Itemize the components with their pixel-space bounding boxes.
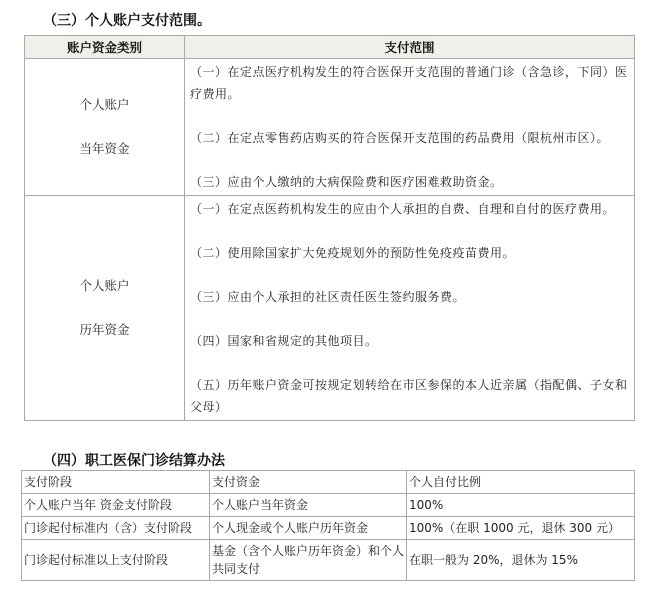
category-line1: 个人账户 — [79, 97, 130, 112]
scope-item: （二）使用除国家扩大免疫规划外的预防性免疫疫苗费用。 — [190, 246, 516, 260]
ratio-cell: 100%（在职 1000 元，退休 300 元） — [407, 517, 635, 540]
category-line1: 个人账户 — [79, 278, 130, 293]
fund-cell: 基金（含个人账户历年资金）和个人共同支付 — [210, 540, 407, 581]
fund-cell: 个人现金或个人账户历年资金 — [210, 517, 407, 540]
table-row — [25, 196, 635, 421]
header-payment-fund: 支付资金 — [210, 471, 407, 494]
header-account-fund-type: 账户资金类别 — [25, 36, 185, 59]
scope-item: （一）在定点医疗机构发生的符合医保开支范围的普通门诊（含急诊，下同）医疗费用。 — [190, 65, 628, 101]
table-row — [25, 59, 635, 196]
table-header-row — [22, 471, 635, 494]
table-row — [22, 540, 635, 581]
section3-heading: （三）个人账户支付范围。 — [43, 13, 211, 29]
scope-item: （一）在定点医药机构发生的应由个人承担的自费、自理和自付的医疗费用。 — [190, 202, 616, 216]
category-line2: 历年资金 — [79, 322, 130, 337]
scope-item: （四）国家和省规定的其他项目。 — [190, 334, 378, 348]
scope-item: （五）历年账户资金可按规定划转给在市区参保的本人近亲属（指配偶、子女和父母） — [190, 378, 628, 414]
category-cell — [25, 196, 185, 421]
stage-cell: 个人账户当年 资金支付阶段 — [22, 494, 210, 517]
header-self-pay-ratio: 个人自付比例 — [407, 471, 635, 494]
settlement-table — [21, 470, 635, 581]
stage-cell: 门诊起付标准内（含）支付阶段 — [22, 517, 210, 540]
scope-cell — [185, 196, 635, 421]
scope-cell — [185, 59, 635, 196]
ratio-cell: 在职一般为 20%，退休为 15% — [407, 540, 635, 581]
table-row — [22, 494, 635, 517]
category-cell — [25, 59, 185, 196]
scope-item: （二）在定点零售药店购买的符合医保开支范围的药品费用（限杭州市区）。 — [190, 131, 610, 145]
section4-heading: （四）职工医保门诊结算办法 — [43, 453, 225, 469]
table-row — [22, 517, 635, 540]
category-line2: 当年资金 — [79, 141, 130, 156]
scope-item: （三）应由个人承担的社区责任医生签约服务费。 — [190, 290, 466, 304]
table-header-row — [25, 36, 635, 59]
ratio-cell: 100% — [407, 494, 635, 517]
payment-scope-table — [24, 35, 635, 421]
scope-item: （三）应由个人缴纳的大病保险费和医疗困难救助资金。 — [190, 175, 503, 189]
header-payment-stage: 支付阶段 — [22, 471, 210, 494]
stage-cell: 门诊起付标准以上支付阶段 — [22, 540, 210, 581]
fund-cell: 个人账户当年资金 — [210, 494, 407, 517]
header-payment-scope: 支付范围 — [185, 36, 635, 59]
